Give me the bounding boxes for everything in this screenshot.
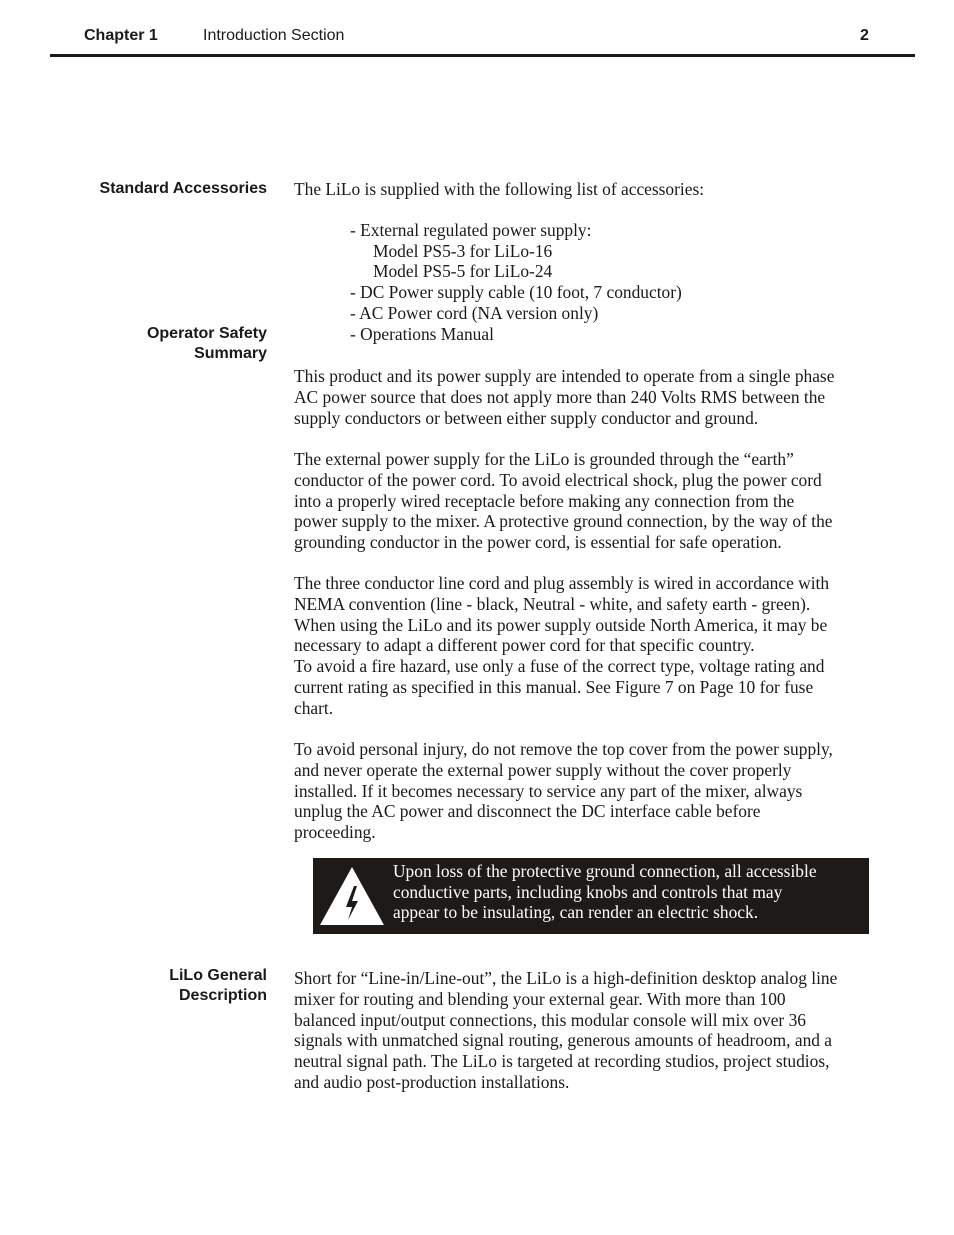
safety-paragraph [294, 739, 894, 843]
text-line: chart. [294, 697, 334, 718]
list-item: - AC Power cord (NA version only) [350, 302, 599, 323]
text-line: neutral signal path. The LiLo is targeted at recording studios, project studios, [294, 1051, 830, 1072]
text-line: To avoid personal injury, do not remove the top cover from the power supply, [294, 739, 833, 759]
text-line: When using the LiLo and its power supply outside North America, it may be [294, 614, 828, 635]
list-item: - External regulated power supply: [350, 220, 592, 240]
text-line: installed. If it becomes necessary to service any part of the mixer, always [294, 780, 803, 801]
text-line: unplug the AC power and disconnect the DC interface cable before [294, 801, 761, 822]
text-line: To avoid a fire hazard, use only a fuse of the correct type, voltage rating and [294, 656, 825, 677]
page-number: 2 [860, 27, 869, 44]
text-line: power supply to the mixer. A protective ground connection, by the way of the [294, 511, 833, 532]
text-line: proceeding. [294, 822, 376, 843]
text-line: balanced input/output connections, this modular console will mix over 36 [294, 1009, 806, 1030]
warning-text [393, 861, 817, 923]
text-line: The LiLo is supplied with the following list of accessories: [294, 179, 705, 199]
header-divider [50, 54, 915, 57]
text-line: NEMA convention (line - black, Neutral - white, and safety earth - green). [294, 593, 811, 614]
list-item: - DC Power supply cable (10 foot, 7 conductor) [350, 282, 682, 303]
text-line: This product and its power supply are intended to operate from a single phase [294, 366, 835, 386]
chapter-label: Chapter 1 [84, 27, 158, 44]
heading-line: Operator Safety [146, 325, 267, 342]
text-line: mixer for routing and blending your external gear. With more than 100 [294, 988, 786, 1009]
text-line: The three conductor line cord and plug assembly is wired in accordance with [294, 573, 830, 593]
list-item: Model PS5-3 for LiLo-16 [373, 240, 553, 261]
text-line: current rating as specified in this manual. See Figure 7 on Page 10 for fuse [294, 676, 814, 697]
text-line: Short for “Line-in/Line-out”, the LiLo is a high-definition desktop analog line [294, 968, 838, 988]
text-line: appear to be insulating, can render an electric shock. [393, 902, 759, 923]
accessories-intro [294, 179, 894, 200]
heading-general-description [60, 966, 267, 1006]
text-line: Upon loss of the protective ground connection, all accessible [393, 861, 817, 881]
list-item: - Operations Manual [350, 323, 494, 344]
safety-paragraph [294, 366, 894, 428]
heading-line: Summary [194, 345, 267, 362]
page-header [0, 27, 954, 49]
text-line: signals with unmatched signal routing, generous amounts of headroom, and a [294, 1030, 833, 1051]
text-line: AC power source that does not apply more than 240 Volts RMS between the [294, 386, 826, 407]
accessories-list [350, 220, 682, 344]
section-title: Introduction Section [203, 27, 345, 44]
text-line: necessary to adapt a different power cord for that specific country. [294, 635, 755, 656]
heading-operator-safety [60, 324, 267, 364]
text-line: and audio post-production installations. [294, 1071, 570, 1092]
heading-line: Description [178, 987, 267, 1004]
text-line: into a properly wired receptacle before making any connection from the [294, 490, 795, 511]
text-line: supply conductors or between either supply conductor and ground. [294, 407, 759, 428]
safety-paragraph [294, 573, 894, 719]
text-line: conductive parts, including knobs and controls that may [393, 881, 783, 902]
electric-shock-warning-icon [317, 864, 387, 928]
list-item: Model PS5-5 for LiLo-24 [373, 261, 553, 282]
heading-line: Standard Accessories [99, 180, 267, 197]
heading-line: LiLo General [169, 967, 267, 984]
safety-paragraph [294, 449, 894, 553]
text-line: grounding conductor in the power cord, is essential for safe operation. [294, 532, 782, 553]
shock-warning-box [313, 858, 869, 934]
heading-standard-accessories [60, 179, 267, 199]
text-line: conductor of the power cord. To avoid electrical shock, plug the power cord [294, 469, 822, 490]
description-paragraph [294, 968, 894, 1093]
text-line: and never operate the external power supply without the cover properly [294, 759, 792, 780]
text-line: The external power supply for the LiLo is grounded through the “earth” [294, 449, 794, 469]
